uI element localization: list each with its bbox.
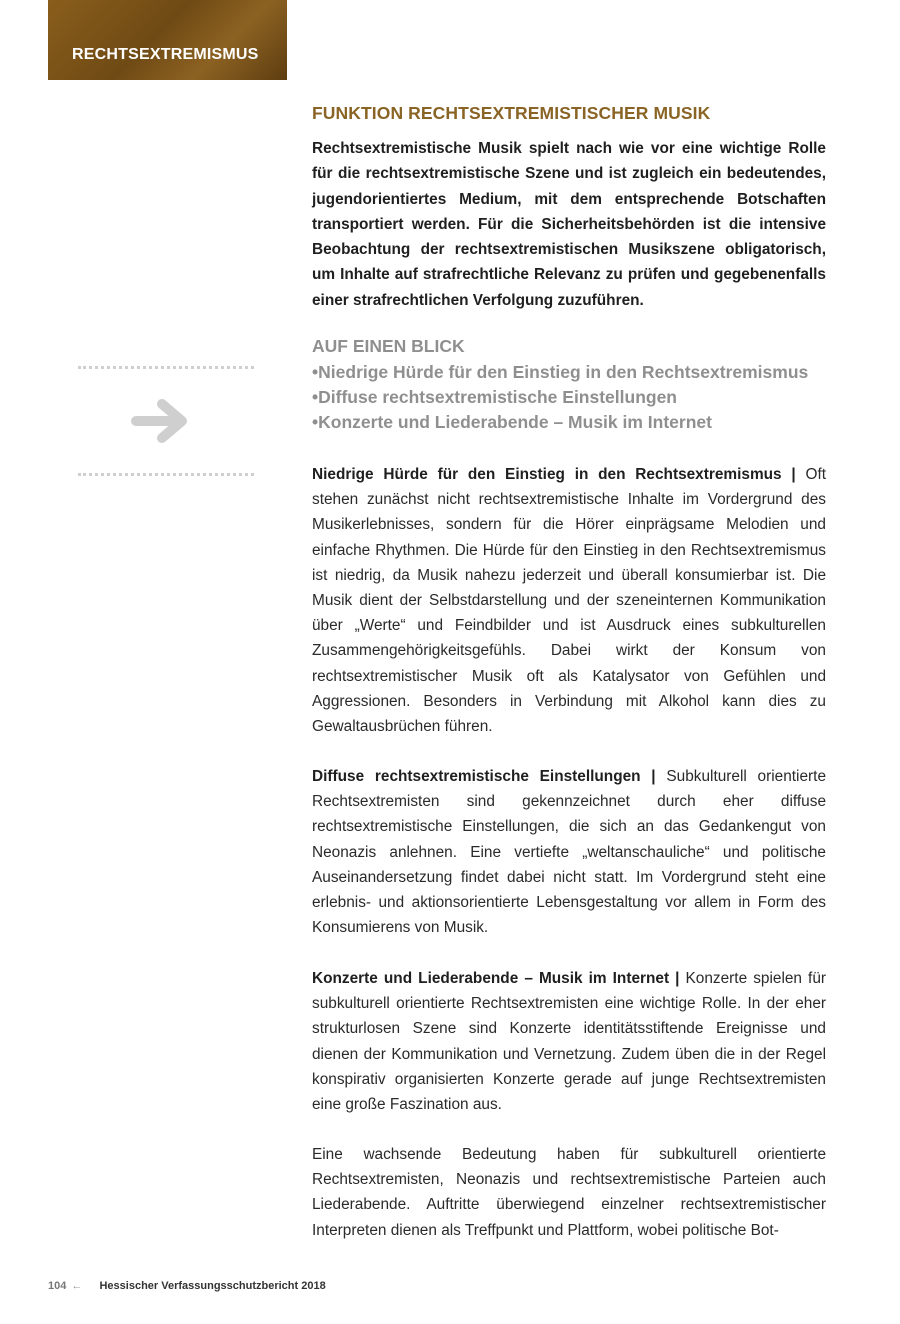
arrow-right-icon xyxy=(130,396,196,446)
body-paragraph xyxy=(312,462,826,739)
section-tab xyxy=(48,0,287,80)
dotted-divider-top xyxy=(78,366,254,369)
body-paragraph xyxy=(312,1142,826,1243)
paragraph-lead-in: Konzerte und Liederabende – Musik im Internet | xyxy=(312,970,680,987)
lead-paragraph: Rechtsextremistische Musik spielt nach wie vor eine wichtige Rolle für die rechtsextremistische Szene und ist zugleich ein bedeutendes, jugendorientiertes Medium, mit dem entsprechende Botschaften transportiert werden. Für die Sicherheitsbehörden ist die intensive Beobachtung der rechtsextremistischen Musikszene obligatorisch, um Inhalte auf strafrechtliche Relevanz zu prüfen und gegebenenfalls einer strafrechtlichen Verfolgung zuzuführen. xyxy=(312,140,826,309)
at-a-glance-item: • Konzerte und Liederabende – Musik im Internet xyxy=(312,410,826,435)
body-paragraph xyxy=(312,764,826,940)
body-paragraph xyxy=(312,966,826,1117)
at-a-glance-item: • Diffuse rechtsextremistische Einstellungen xyxy=(312,385,826,410)
at-a-glance-list xyxy=(312,360,826,435)
paragraph-text: Oft stehen zunächst nicht rechtsextremistische Inhalte im Vordergrund des Musikerlebnisses, sondern für die Hörer einprägsame Melodien und einfache Rhythmen. Die Hürde für den Einstieg in den Rechtsextremismus ist niedrig, da Musik nahezu jederzeit und überall konsumierbar ist. Die Musik dient der Selbstdarstellung und der szeneinternen Kommunikation über „Werte“ und Feindbilder und ist Ausdruck eines subkulturellen Zusammengehörigkeitsgefühls. Dabei wirkt der Konsum von rechtsextremistischer Musik oft als Katalysator von Gefühlen und Aggressionen. Besonders in Verbindung mit Alkohol kann dies zu Gewaltausbrüchen führen. xyxy=(312,466,827,736)
page-number: 104 xyxy=(48,1280,67,1292)
paragraph-text: Subkulturell orientierte Rechtsextremisten sind gekennzeichnet durch eher diffuse rechtsextremistische Einstellungen, die sich an das Gedankengut von Neonazis anlehnen. Eine vertiefte „weltanschauliche“ und politische Auseinandersetzung findet dabei nicht statt. Im Vordergrund steht eine erlebnis- und aktionsorientierte Lebensgestaltung vor allem in Form des Konsumierens von Musik. xyxy=(312,768,826,937)
arrow-left-icon[interactable]: ← xyxy=(71,1280,83,1292)
paragraph-text: Konzerte spielen für subkulturell orientierte Rechtsextremisten eine wichtige Rolle. In der eher strukturlosen Szene sind Konzerte identitätsstiftende Ereignisse und dienen der Kommunikation und Vernetzung. Zudem üben die in der Regel konspirativ organisierten Konzerte gerade auf junge Rechtsextremisten eine große Faszination aus. xyxy=(312,970,827,1114)
section-tab-label: RECHTSEXTREMISMUS xyxy=(72,46,259,63)
paragraph-text: Eine wachsende Bedeutung haben für subkulturell orientierte Rechtsextremisten, Neonazis und rechtsextremistische Parteien auch Liederabende. Auftritte überwiegend einzelner rechtsextremistischer Interpreten dienen als Treffpunkt und Plattform, wobei politische Bot- xyxy=(312,1146,826,1239)
section-heading: FUNKTION RECHTSEXTREMISTISCHER MUSIK xyxy=(312,103,711,123)
page-footer xyxy=(48,1280,326,1292)
paragraph-lead-in: Diffuse rechtsextremistische Einstellungen | xyxy=(312,768,656,785)
at-a-glance-title: AUF EINEN BLICK xyxy=(312,336,465,356)
publication-title: Hessischer Verfassungsschutzbericht 2018 xyxy=(99,1280,326,1292)
paragraph-lead-in: Niedrige Hürde für den Einstieg in den Rechtsextremismus | xyxy=(312,466,796,483)
dotted-divider-bottom xyxy=(78,473,254,476)
at-a-glance-item: • Niedrige Hürde für den Einstieg in den Rechtsextremismus xyxy=(312,360,826,385)
